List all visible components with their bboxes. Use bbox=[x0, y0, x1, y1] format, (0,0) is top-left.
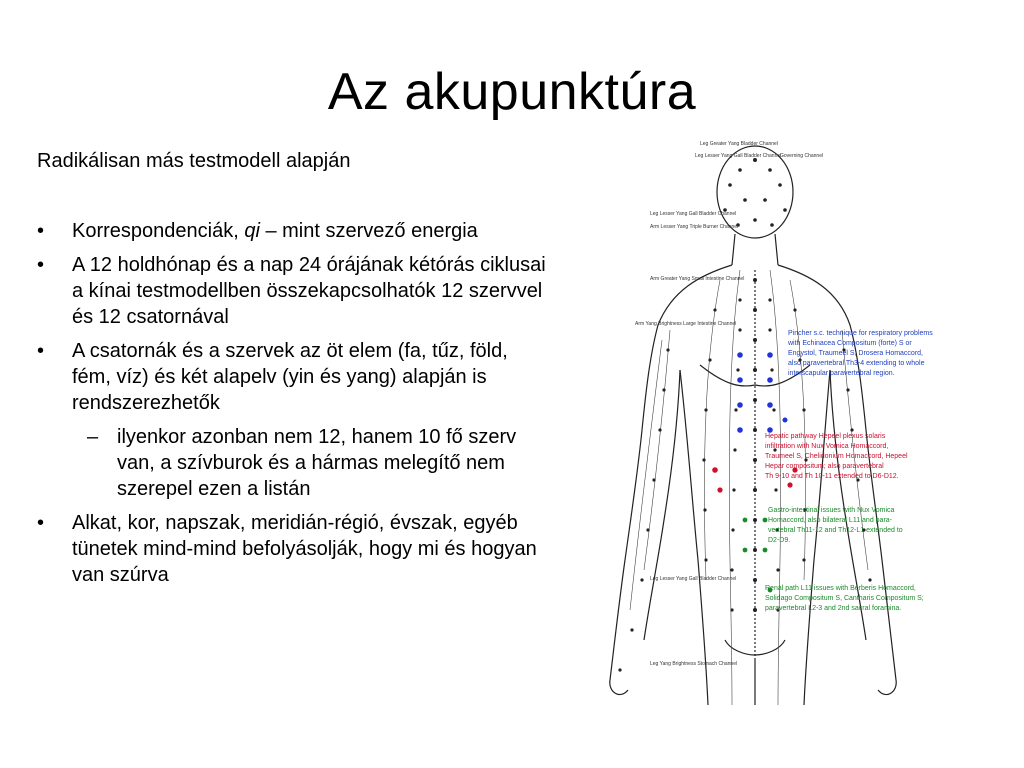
bullet-text-after: – mint szervező energia bbox=[259, 220, 478, 242]
channel-label: Arm Lesser Yang Triple Burner Channel bbox=[650, 224, 739, 230]
acupuncture-body-illustration bbox=[580, 140, 940, 705]
sub-bullet-item bbox=[37, 424, 547, 502]
annotation-red bbox=[765, 433, 908, 480]
page-title: Az akupunktúra bbox=[327, 63, 697, 121]
sub-bullet-mark: – bbox=[87, 426, 99, 448]
annotation-green-gastro bbox=[768, 507, 903, 544]
note-line: Hepatic pathway Hepeel plexus solaris bbox=[765, 433, 886, 440]
bullet-text-before: Korrespondenciák, bbox=[72, 220, 245, 242]
channel-label: Arm Greater Yang Small Intestine Channel bbox=[650, 276, 745, 282]
bullet-text: A 12 holdhónap és a nap 24 órájának kétórás ciklusai a kínai testmodellben összekapcsolhatók 12 szervvel és 12 csatornával bbox=[72, 254, 546, 328]
note-line: with Echinacea Compositum (forte) S or bbox=[788, 340, 912, 347]
note-line: Renal path L11 issues with Berberis Homaccord, bbox=[765, 585, 916, 592]
bullet-item bbox=[37, 252, 547, 330]
bullet-mark: • bbox=[37, 254, 45, 276]
channel-label: Arm Yang Brightness Large Intestine Channel bbox=[635, 321, 737, 327]
channel-label: Leg Yang Brightness Stomach Channel bbox=[650, 661, 738, 667]
annotation-green-renal bbox=[765, 585, 924, 612]
note-line: Pincher s.c. technique for respiratory problems bbox=[788, 330, 933, 337]
bullet-text-emphasis: qi bbox=[244, 220, 260, 242]
bullet-item bbox=[37, 338, 547, 416]
bullet-item bbox=[37, 218, 547, 244]
note-line: Traumeel S, Chelidonium Homaccord, Hepeel bbox=[765, 453, 908, 460]
bullet-text: Alkat, kor, napszak, meridián-régió, évszak, egyéb tünetek mind-mind befolyásolják, hogy mi és hogyan van szúrva bbox=[72, 512, 537, 586]
channel-label: Governing Channel bbox=[780, 153, 824, 159]
bullet-item bbox=[37, 510, 547, 588]
note-line: Solidago Compositum S, Cantharis Compositum S; bbox=[765, 595, 924, 602]
note-line: interscapular paravertebral region. bbox=[788, 370, 895, 377]
bullet-text: A csatornák és a szervek az öt elem (fa, tűz, föld, fém, víz) és két alapelv (yin és yang) alapján is rendszerezhetők bbox=[72, 340, 508, 414]
note-line: infiltration with Nux Vomica Homaccord, bbox=[765, 443, 889, 450]
note-line: Th 9-10 and Th 10-11 extended to D6-D12. bbox=[765, 473, 899, 480]
bullet-list bbox=[37, 218, 547, 596]
note-line: Hepar compositum; also paravertebral bbox=[765, 463, 884, 470]
note-line: Homaccord, also bilateral L11 and para- bbox=[768, 517, 892, 524]
note-line: Engystol, Traumeel S, Drosera Homaccord, bbox=[788, 350, 923, 357]
channel-label: Leg Lesser Yang Gall Bladder Channel bbox=[650, 576, 737, 582]
note-line: paravertebral L2-3 and 2nd sacral foramina. bbox=[765, 605, 902, 612]
bullet-mark: • bbox=[37, 512, 45, 534]
bullet-mark: • bbox=[37, 220, 45, 242]
note-line: D2-D9. bbox=[768, 537, 791, 544]
note-line: Gastro-intestinal issues with Nux Vomica bbox=[768, 507, 895, 514]
subtitle: Radikálisan más testmodell alapján bbox=[37, 150, 351, 172]
channel-label: Leg Lesser Yang Gall Bladder Channel bbox=[650, 211, 737, 217]
channel-label: Leg Lesser Yang Gall Bladder Channel bbox=[695, 153, 782, 159]
channel-label: Leg Greater Yang Bladder Channel bbox=[700, 141, 778, 147]
bullet-mark: • bbox=[37, 340, 45, 362]
annotation-blue bbox=[787, 330, 933, 377]
note-line: also paravertebral Th3-4 extending to whole bbox=[788, 360, 925, 367]
note-line: vertebral Th11-12 and Th12-L1 extended to bbox=[768, 527, 903, 534]
sub-bullet-text: ilyenkor azonban nem 12, hanem 10 fő szerv van, a szívburok és a hármas melegítő nem szerepel ezen a listán bbox=[117, 426, 517, 500]
